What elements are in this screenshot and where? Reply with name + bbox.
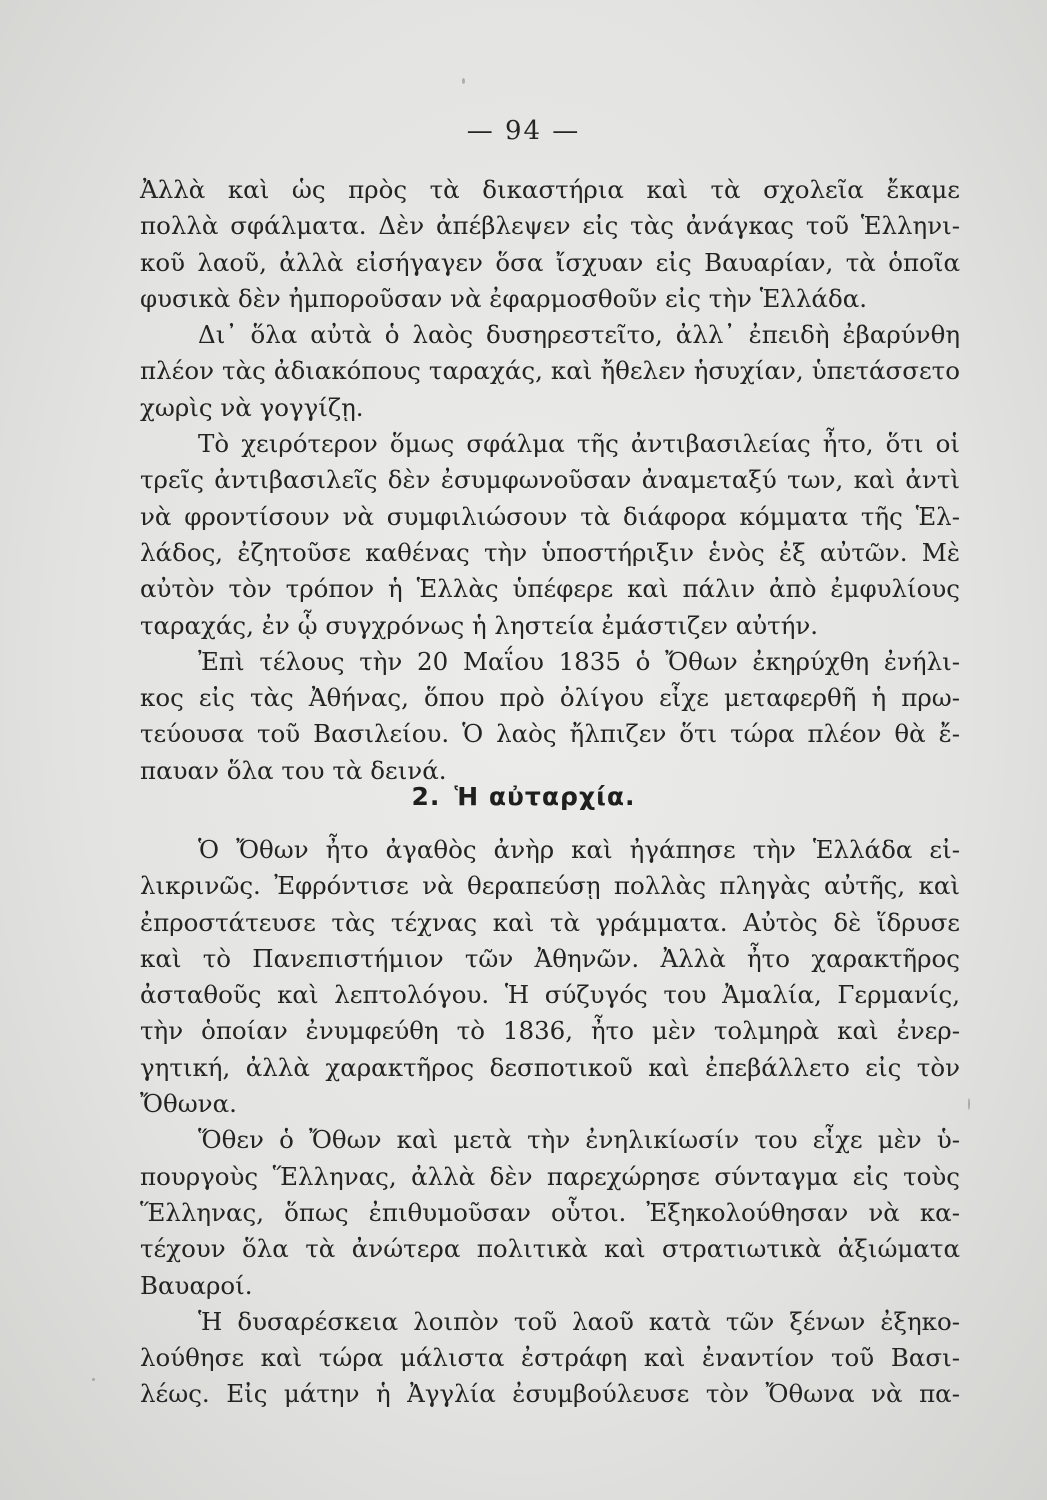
text-line: γητική, ἀλλὰ χαρακτῆρος δεσποτικοῦ καὶ ἐπεβάλλετο εἰς τὸν bbox=[140, 1052, 960, 1082]
text-line: Ἀλλὰ καὶ ὡς πρὸς τὰ δικαστήρια καὶ τὰ σχολεῖα ἔκαμε bbox=[140, 175, 960, 204]
text-line: κος εἰς τὰς Ἀθήνας, ὅπου πρὸ ὀλίγου εἶχε μεταφερθῆ ἡ πρω- bbox=[140, 683, 960, 713]
text-line: Δι᾽ ὅλα αὐτὰ ὁ λαὸς δυσηρεστεῖτο, ἀλλ᾽ ἐπειδὴ ἐβαρύνθη bbox=[198, 320, 960, 350]
text-line: φυσικὰ δὲν ἠμποροῦσαν νὰ ἐφαρμοσθοῦν εἰς τὴν Ἑλλάδα. bbox=[140, 283, 868, 313]
text-line: πουργοὺς Ἕλληνας, ἀλλὰ δὲν παρεχώρησε σύνταγμα εἰς τοὺς bbox=[140, 1161, 960, 1191]
scan-speck bbox=[968, 1098, 970, 1110]
text-line: Ὄθωνα. bbox=[140, 1089, 237, 1119]
text-line: λούθησε καὶ τώρα μάλιστα ἐστράφη καὶ ἐναντίον τοῦ Βασι- bbox=[140, 1343, 960, 1373]
section-number: 2. bbox=[411, 782, 441, 811]
text-line: χωρὶς νὰ γογγίζῃ. bbox=[140, 392, 364, 422]
text-line: καὶ τὸ Πανεπιστήμιον τῶν Ἀθηνῶν. Ἀλλὰ ἦτο χαρακτῆρος bbox=[140, 943, 960, 973]
text-line: ταραχάς, ἐν ᾧ συγχρόνως ἡ ληστεία ἐμάστιζεν αὐτήν. bbox=[140, 610, 819, 640]
text-line: τρεῖς ἀντιβασιλεῖς δὲν ἐσυμφωνοῦσαν ἀναμεταξύ των, καὶ ἀντὶ bbox=[140, 465, 960, 495]
text-line: πλέον τὰς ἀδιακόπους ταραχάς, καὶ ἤθελεν ἡσυχίαν, ὑπετάσσετο bbox=[140, 356, 960, 386]
text-block-after-heading bbox=[140, 832, 960, 1413]
text-line: Ἕλληνας, ὅπως ἐπιθυμοῦσαν οὗτοι. Ἐξηκολούθησαν νὰ κα- bbox=[140, 1197, 960, 1227]
section-heading bbox=[0, 782, 1047, 811]
text-line: Ὁ Ὄθων ἦτο ἀγαθὸς ἀνὴρ καὶ ἠγάπησε τὴν Ἑλλάδα εἰ- bbox=[198, 835, 960, 864]
text-line: τέχουν ὅλα τὰ ἀνώτερα πολιτικὰ καὶ στρατιωτικὰ ἀξιώματα bbox=[140, 1234, 960, 1264]
text-line: τεύουσα τοῦ Βασιλείου. Ὁ λαὸς ἤλπιζεν ὅτι τώρα πλέον θὰ ἔ- bbox=[140, 719, 960, 749]
section-title: Ἡ αὐταρχία. bbox=[454, 782, 636, 811]
text-line: λικρινῶς. Ἐφρόντισε νὰ θεραπεύσῃ πολλὰς πληγὰς αὐτῆς, καὶ bbox=[140, 871, 960, 901]
text-line: λέως. Εἰς μάτην ἡ Ἀγγλία ἐσυμβούλευσε τὸν Ὄθωνα νὰ πα- bbox=[140, 1379, 960, 1409]
text-line: Ἡ δυσαρέσκεια λοιπὸν τοῦ λαοῦ κατὰ τῶν ξένων ἐξηκο- bbox=[198, 1306, 960, 1336]
text-line: τὴν ὁποίαν ἐνυμφεύθη τὸ 1836, ἦτο μὲν τολμηρὰ καὶ ἐνερ- bbox=[140, 1016, 960, 1046]
text-line: ἀσταθοῦς καὶ λεπτολόγου. Ἡ σύζυγός του Ἀμαλία, Γερμανίς, bbox=[140, 980, 960, 1010]
text-block-before-heading bbox=[140, 172, 960, 789]
text-line: παυαν ὅλα του τὰ δεινά. bbox=[140, 755, 447, 785]
text-line: Ὅθεν ὁ Ὄθων καὶ μετὰ τὴν ἐνηλικίωσίν του εἶχε μὲν ὑ- bbox=[198, 1125, 960, 1155]
text-line: ἐπροστάτευσε τὰς τέχνας καὶ τὰ γράμματα. Αὐτὸς δὲ ἵδρυσε bbox=[140, 907, 960, 937]
scan-speck bbox=[92, 1378, 95, 1381]
text-line: Βαυαροί. bbox=[140, 1270, 253, 1300]
text-line: πολλὰ σφάλματα. Δὲν ἀπέβλεψεν εἰς τὰς ἀνάγκας τοῦ Ἑλληνι- bbox=[140, 211, 960, 241]
text-line: λάδος, ἐζητοῦσε καθένας τὴν ὑποστήριξιν ἑνὸς ἐξ αὐτῶν. Μὲ bbox=[140, 537, 960, 567]
text-line: Τὸ χειρότερον ὅμως σφάλμα τῆς ἀντιβασιλείας ἦτο, ὅτι οἱ bbox=[198, 429, 960, 459]
scan-speck bbox=[462, 78, 465, 84]
text-line: αὐτὸν τὸν τρόπον ἡ Ἑλλὰς ὑπέφερε καὶ πάλιν ἀπὸ ἐμφυλίους bbox=[140, 574, 960, 604]
text-line: κοῦ λαοῦ, ἀλλὰ εἰσήγαγεν ὅσα ἴσχυαν εἰς Βαυαρίαν, τὰ ὁποῖα bbox=[140, 247, 960, 277]
text-line: νὰ φροντίσουν νὰ συμφιλιώσουν τὰ διάφορα κόμματα τῆς Ἑλ- bbox=[140, 501, 960, 531]
page-number: — 94 — bbox=[466, 116, 581, 146]
text-line: Ἐπὶ τέλους τὴν 20 Μαΐου 1835 ὁ Ὄθων ἐκηρύχθη ἐνήλι- bbox=[198, 646, 960, 676]
